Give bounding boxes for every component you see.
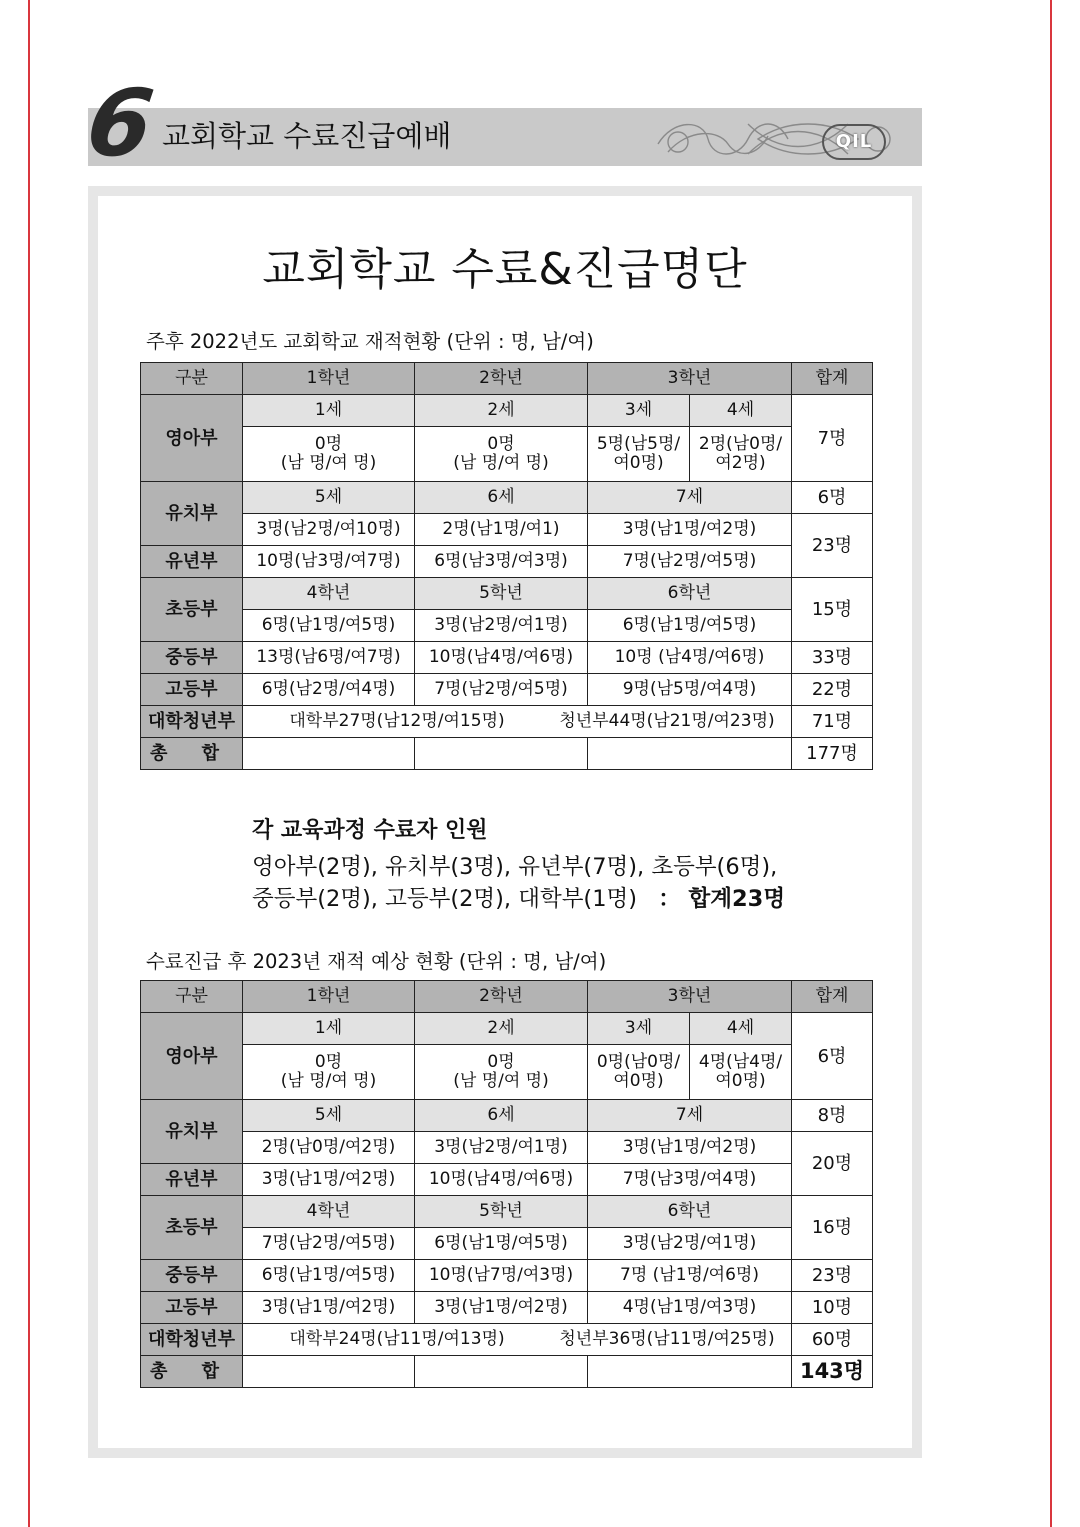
- table2: [140, 980, 873, 1388]
- table2-age-5: 5세: [243, 1100, 415, 1132]
- table2-head-grade3: 3학년: [588, 981, 792, 1013]
- table2-sum-empty-2: [415, 1356, 588, 1388]
- table2-label-godeungbu: 고등부: [141, 1292, 243, 1324]
- table1-label-sum: 총 합: [141, 738, 243, 770]
- table1-cell: 0명 (남 명/여 명): [415, 427, 588, 482]
- table1-cell: 7명(남2명/여5명): [415, 674, 588, 706]
- table2-total-youngabu: 6명: [792, 1013, 873, 1100]
- table2-grade-4: 4학년: [243, 1196, 415, 1228]
- table2-cell: 10명(남7명/여3명): [415, 1260, 588, 1292]
- table1-head-grade2: 2학년: [415, 363, 588, 395]
- summary-line-2-text: 중등부(2명), 고등부(2명), 대학부(1명): [252, 886, 638, 912]
- table2-cell: 3명(남1명/여2명): [415, 1292, 588, 1324]
- table1-caption: 주후 2022년도 교회학교 재적현황 (단위 : 명, 남/여): [146, 330, 594, 353]
- section-number: 6: [80, 70, 160, 177]
- table2-total-college: 60명: [792, 1324, 873, 1356]
- page-border-right: [1050, 0, 1052, 1527]
- table2-label-jungdeungbu: 중등부: [141, 1260, 243, 1292]
- table2-cell: 7명(남2명/여5명): [243, 1228, 415, 1260]
- table2-age-1: 1세: [243, 1013, 415, 1045]
- table2-head-grade2: 2학년: [415, 981, 588, 1013]
- table2-college-text: 대학부24명(남11명/여13명): [289, 1329, 505, 1349]
- table1-sum-empty-1: [243, 738, 415, 770]
- table2-cell: 3명(남2명/여1명): [588, 1228, 792, 1260]
- table1-cell: 7명(남2명/여5명): [588, 546, 792, 578]
- table2-head-category: 구분: [141, 981, 243, 1013]
- table1-label-youngabu: 영아부: [141, 395, 243, 482]
- table2-cell: 0명(남0명/ 여0명): [588, 1045, 690, 1100]
- table1-total-yuchi-yunyeon: 23명: [792, 514, 873, 578]
- table2-grade-6: 6학년: [588, 1196, 792, 1228]
- table2-cell: 4명(남1명/여3명): [588, 1292, 792, 1324]
- table2-label-chodeungbu: 초등부: [141, 1196, 243, 1260]
- table2-total-yuchi-yunyeon: 20명: [792, 1132, 873, 1196]
- table1-total-college: 71명: [792, 706, 873, 738]
- table1-cell: 5명(남5명/ 여0명): [588, 427, 690, 482]
- table2-college-cell: [243, 1324, 792, 1356]
- table1-cell: 3명(남2명/여10명): [243, 514, 415, 546]
- table1: [140, 362, 873, 770]
- table1-youth-text: 청년부44명(남21명/여23명): [559, 711, 775, 731]
- table2-label-youngabu: 영아부: [141, 1013, 243, 1100]
- table1-cell: 10명 (남4명/여6명): [588, 642, 792, 674]
- table1-grade-6: 6학년: [588, 578, 792, 610]
- table1-grade-5: 5학년: [415, 578, 588, 610]
- table1-total-ages: 6명: [792, 482, 873, 514]
- table1-cell: 6명(남1명/여5명): [588, 610, 792, 642]
- table2-cell: 6명(남1명/여5명): [415, 1228, 588, 1260]
- table1-total-godeungbu: 22명: [792, 674, 873, 706]
- table1-cell: 9명(남5명/여4명): [588, 674, 792, 706]
- table2-age-2: 2세: [415, 1013, 588, 1045]
- summary-title: 각 교육과정 수료자 인원: [252, 818, 488, 843]
- table1-grade-4: 4학년: [243, 578, 415, 610]
- table1-cell: 2명(남1명/여1): [415, 514, 588, 546]
- table2-head-total: 합계: [792, 981, 873, 1013]
- table2-cell: 4명(남4명/ 여0명): [690, 1045, 792, 1100]
- table2-age-4: 4세: [690, 1013, 792, 1045]
- table2-total-jungdeungbu: 23명: [792, 1260, 873, 1292]
- table1-head-grade1: 1학년: [243, 363, 415, 395]
- table2-cell: 6명(남1명/여5명): [243, 1260, 415, 1292]
- table2-cell: 3명(남1명/여2명): [243, 1292, 415, 1324]
- table1-cell: 0명 (남 명/여 명): [243, 427, 415, 482]
- table1-total-jungdeungbu: 33명: [792, 642, 873, 674]
- table2-label-yuchibu: 유치부: [141, 1100, 243, 1164]
- table1-cell: 6명(남2명/여4명): [243, 674, 415, 706]
- table1-sum-empty-2: [415, 738, 588, 770]
- table2-cell: 3명(남2명/여1명): [415, 1132, 588, 1164]
- table1-total-youngabu: 7명: [792, 395, 873, 482]
- table2-cell: 0명 (남 명/여 명): [243, 1045, 415, 1100]
- table1-age-7: 7세: [588, 482, 792, 514]
- table2-sum-empty-1: [243, 1356, 415, 1388]
- table1-cell: 6명(남1명/여5명): [243, 610, 415, 642]
- table1-age-3: 3세: [588, 395, 690, 427]
- table1-cell: 3명(남2명/여1명): [415, 610, 588, 642]
- table1-label-yunyeonbu: 유년부: [141, 546, 243, 578]
- table2-age-6: 6세: [415, 1100, 588, 1132]
- table2-cell: 0명 (남 명/여 명): [415, 1045, 588, 1100]
- logo-badge: QIL: [822, 124, 886, 160]
- table2-cell: 10명(남4명/여6명): [415, 1164, 588, 1196]
- table1-total-sum: 177명: [792, 738, 873, 770]
- table2-age-7: 7세: [588, 1100, 792, 1132]
- table1-label-college: 대학청년부: [141, 706, 243, 738]
- table1-age-1: 1세: [243, 395, 415, 427]
- table1-college-cell: [243, 706, 792, 738]
- table1-cell: 3명(남1명/여2명): [588, 514, 792, 546]
- table2-cell: 7명 (남1명/여6명): [588, 1260, 792, 1292]
- table1-cell: 10명(남3명/여7명): [243, 546, 415, 578]
- table2-total-chodeungbu: 16명: [792, 1196, 873, 1260]
- table2-label-college: 대학청년부: [141, 1324, 243, 1356]
- page-border-left: [28, 0, 30, 1527]
- table2-label-yunyeonbu: 유년부: [141, 1164, 243, 1196]
- table2-youth-text: 청년부36명(남11명/여25명): [559, 1329, 775, 1349]
- table2-label-sum: 총 합: [141, 1356, 243, 1388]
- table1-head-category: 구분: [141, 363, 243, 395]
- table1-label-yuchibu: 유치부: [141, 482, 243, 546]
- table2-grade-5: 5학년: [415, 1196, 588, 1228]
- table2-total-ages: 8명: [792, 1100, 873, 1132]
- table2-total-sum: 143명: [792, 1356, 873, 1388]
- table2-cell: 2명(남0명/여2명): [243, 1132, 415, 1164]
- summary-total: ： 합계23명: [658, 886, 786, 912]
- table2-sum-empty-3: [588, 1356, 792, 1388]
- table2-total-godeungbu: 10명: [792, 1292, 873, 1324]
- table1-college-text: 대학부27명(남12명/여15명): [289, 711, 505, 731]
- table1-age-4: 4세: [690, 395, 792, 427]
- table2-cell: 7명(남3명/여4명): [588, 1164, 792, 1196]
- section-title: 교회학교 수료진급예배: [162, 119, 452, 153]
- table2-cell: 3명(남1명/여2명): [588, 1132, 792, 1164]
- table1-cell: 10명(남4명/여6명): [415, 642, 588, 674]
- summary-line-2: [252, 884, 785, 914]
- table1-label-chodeungbu: 초등부: [141, 578, 243, 642]
- table1-cell: 13명(남6명/여7명): [243, 642, 415, 674]
- table1-age-5: 5세: [243, 482, 415, 514]
- table1-label-jungdeungbu: 중등부: [141, 642, 243, 674]
- table1-sum-empty-3: [588, 738, 792, 770]
- table1-total-chodeungbu: 15명: [792, 578, 873, 642]
- table2-head-grade1: 1학년: [243, 981, 415, 1013]
- table1-age-6: 6세: [415, 482, 588, 514]
- table1-cell: 2명(남0명/ 여2명): [690, 427, 792, 482]
- table2-cell: 3명(남1명/여2명): [243, 1164, 415, 1196]
- table1-label-godeungbu: 고등부: [141, 674, 243, 706]
- table1-head-grade3: 3학년: [588, 363, 792, 395]
- table2-age-3: 3세: [588, 1013, 690, 1045]
- table2-caption: 수료진급 후 2023년 재적 예상 현황 (단위 : 명, 남/여): [146, 950, 607, 973]
- summary-line-1: 영아부(2명), 유치부(3명), 유년부(7명), 초등부(6명),: [252, 854, 778, 880]
- page-title: 교회학교 수료&진급명단: [262, 244, 748, 295]
- table1-age-2: 2세: [415, 395, 588, 427]
- table1-head-total: 합계: [792, 363, 873, 395]
- table1-cell: 6명(남3명/여3명): [415, 546, 588, 578]
